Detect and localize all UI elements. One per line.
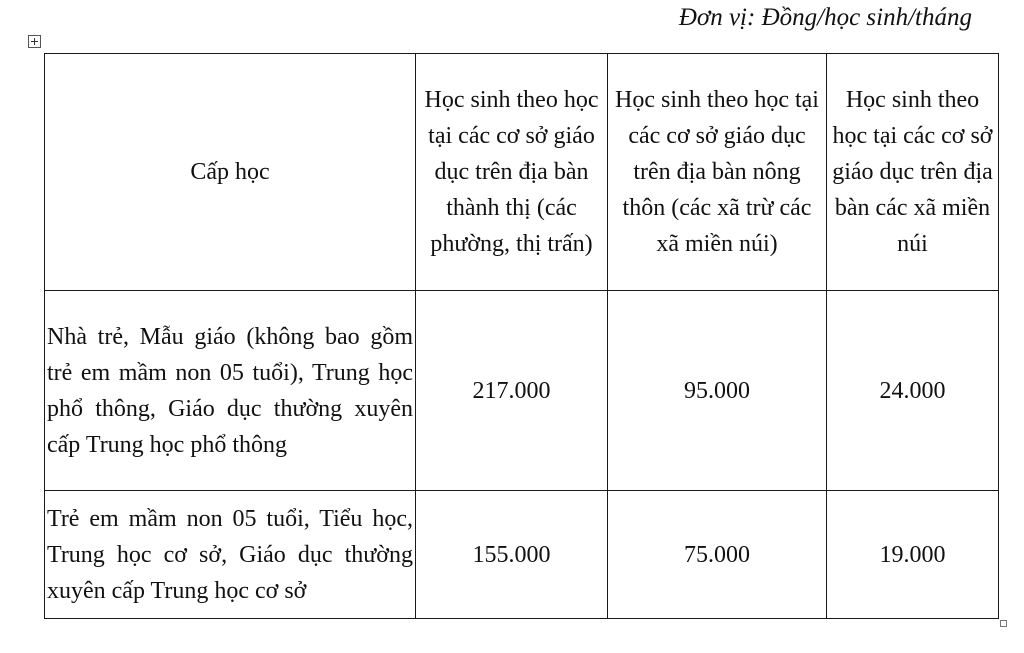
- row-level-cell: Nhà trẻ, Mẫu giáo (không bao gồm trẻ em mầm non 05 tuổi), Trung học phổ thông, Giáo dục thường xuyên cấp Trung học phổ thông: [45, 291, 416, 491]
- tuition-fee-table: [44, 53, 999, 619]
- row-mountain-fee: 19.000: [827, 491, 999, 619]
- row-mountain-fee: 24.000: [827, 291, 999, 491]
- row-urban-fee: 155.000: [416, 491, 608, 619]
- table-resize-handle[interactable]: [1000, 620, 1007, 627]
- table-header-row: [45, 54, 999, 291]
- row-urban-fee: 217.000: [416, 291, 608, 491]
- header-urban: Học sinh theo học tại các cơ sở giáo dục trên địa bàn thành thị (các phường, thị trấn): [416, 54, 608, 291]
- row-rural-fee: 95.000: [608, 291, 827, 491]
- table-row: [45, 491, 999, 619]
- table-move-handle-icon[interactable]: [28, 35, 41, 48]
- table-row: [45, 291, 999, 491]
- header-level: Cấp học: [45, 54, 416, 291]
- row-rural-fee: 75.000: [608, 491, 827, 619]
- header-mountain: Học sinh theo học tại các cơ sở giáo dục trên địa bàn các xã miền núi: [827, 54, 999, 291]
- header-rural: Học sinh theo học tại các cơ sở giáo dục trên địa bàn nông thôn (các xã trừ các xã miền núi): [608, 54, 827, 291]
- unit-note: Đơn vị: Đồng/học sinh/tháng: [678, 4, 972, 31]
- row-level-cell: Trẻ em mầm non 05 tuổi, Tiểu học, Trung học cơ sở, Giáo dục thường xuyên cấp Trung học cơ sở: [45, 491, 416, 619]
